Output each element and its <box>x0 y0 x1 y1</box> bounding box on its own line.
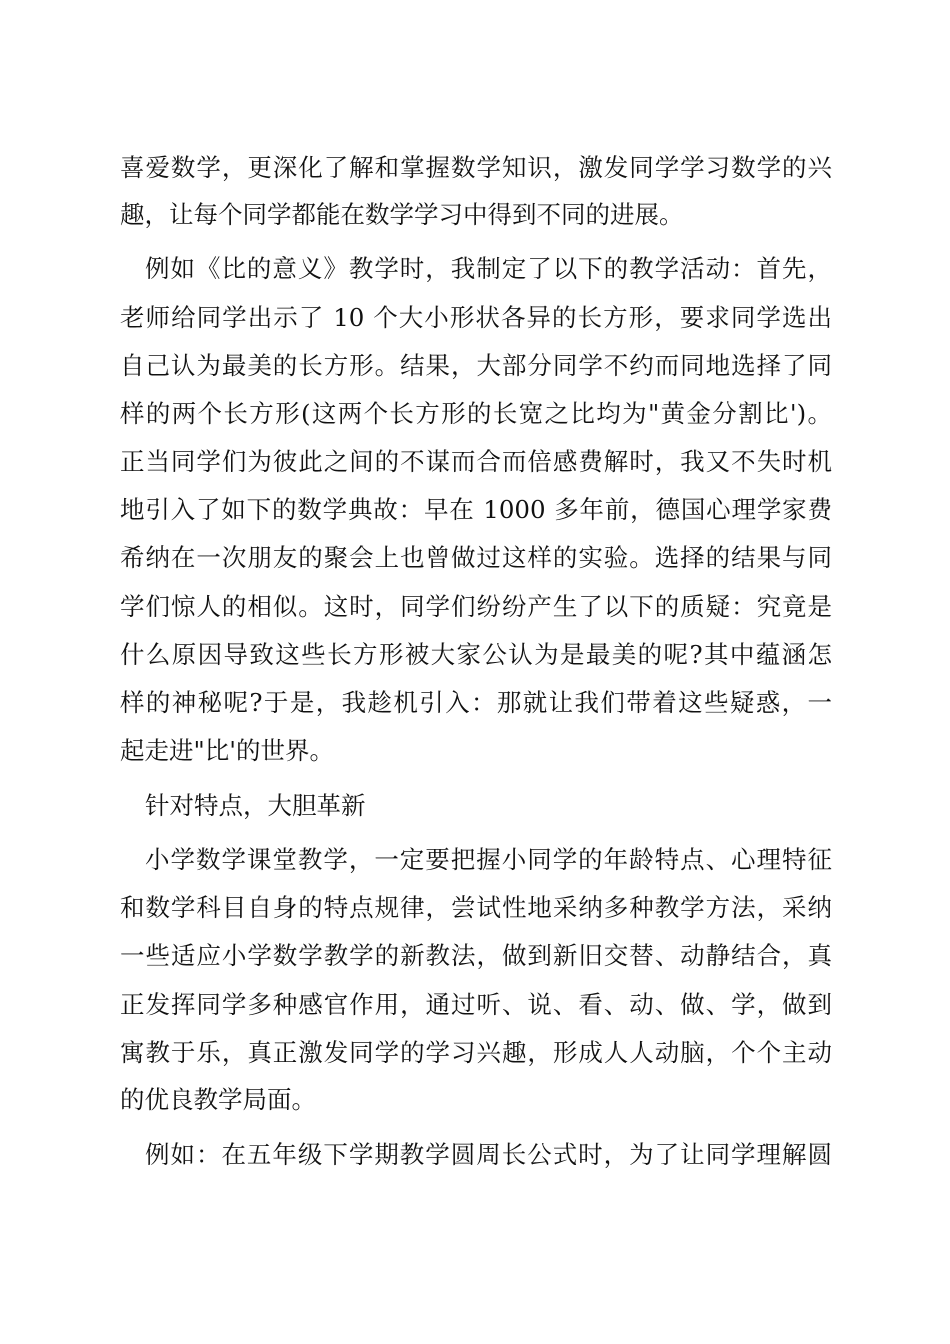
text-line-8: 地引入了如下的数学典故：早在 1000 多年前，德国心理学家费 <box>120 495 832 524</box>
text-line-15: 小学数学课堂教学，一定要把握小同学的年龄特点、心理特征 <box>145 845 832 874</box>
text-line-5: 自己认为最美的长方形。结果，大部分同学不约而同地选择了同 <box>120 351 832 380</box>
text-line-12: 样的神秘呢?于是，我趁机引入：那就让我们带着这些疑惑，一 <box>120 688 832 717</box>
text-line-17: 一些适应小学数学教学的新教法，做到新旧交替、动静结合，真 <box>120 941 832 970</box>
text-line-13: 起走进"比'的世界。 <box>120 736 335 765</box>
text-line-18: 正发挥同学多种感官作用，通过听、说、看、动、做、学，做到 <box>120 990 832 1019</box>
text-line-21: 例如：在五年级下学期教学圆周长公式时，为了让同学理解圆 <box>145 1140 832 1169</box>
text-line-4: 老师给同学出示了 10 个大小形状各异的长方形，要求同学选出 <box>120 303 832 332</box>
section-heading: 针对特点，大胆革新 <box>145 791 366 820</box>
text-line-16: 和数学科目自身的特点规律，尝试性地采纳多种教学方法，采纳 <box>120 893 832 922</box>
text-line-10: 学们惊人的相似。这时，同学们纷纷产生了以下的质疑：究竟是 <box>120 592 832 621</box>
text-line-19: 寓教于乐，真正激发同学的学习兴趣，形成人人动脑，个个主动 <box>120 1038 832 1067</box>
text-line-1: 喜爱数学，更深化了解和掌握数学知识，激发同学学习数学的兴 <box>120 153 832 182</box>
text-line-7: 正当同学们为彼此之间的不谋而合而倍感费解时，我又不失时机 <box>120 447 832 476</box>
text-line-2: 趣，让每个同学都能在数学学习中得到不同的进展。 <box>120 200 684 229</box>
text-line-11: 什么原因导致这些长方形被大家公认为是最美的呢?其中蕴涵怎 <box>120 640 832 669</box>
text-line-9: 希纳在一次朋友的聚会上也曾做过这样的实验。选择的结果与同 <box>120 543 832 572</box>
text-line-20: 的优良教学局面。 <box>120 1085 316 1114</box>
text-line-3: 例如《比的意义》教学时，我制定了以下的教学活动：首先， <box>145 254 832 283</box>
text-line-6: 样的两个长方形(这两个长方形的长宽之比均为"黄金分割比')。 <box>120 399 832 428</box>
